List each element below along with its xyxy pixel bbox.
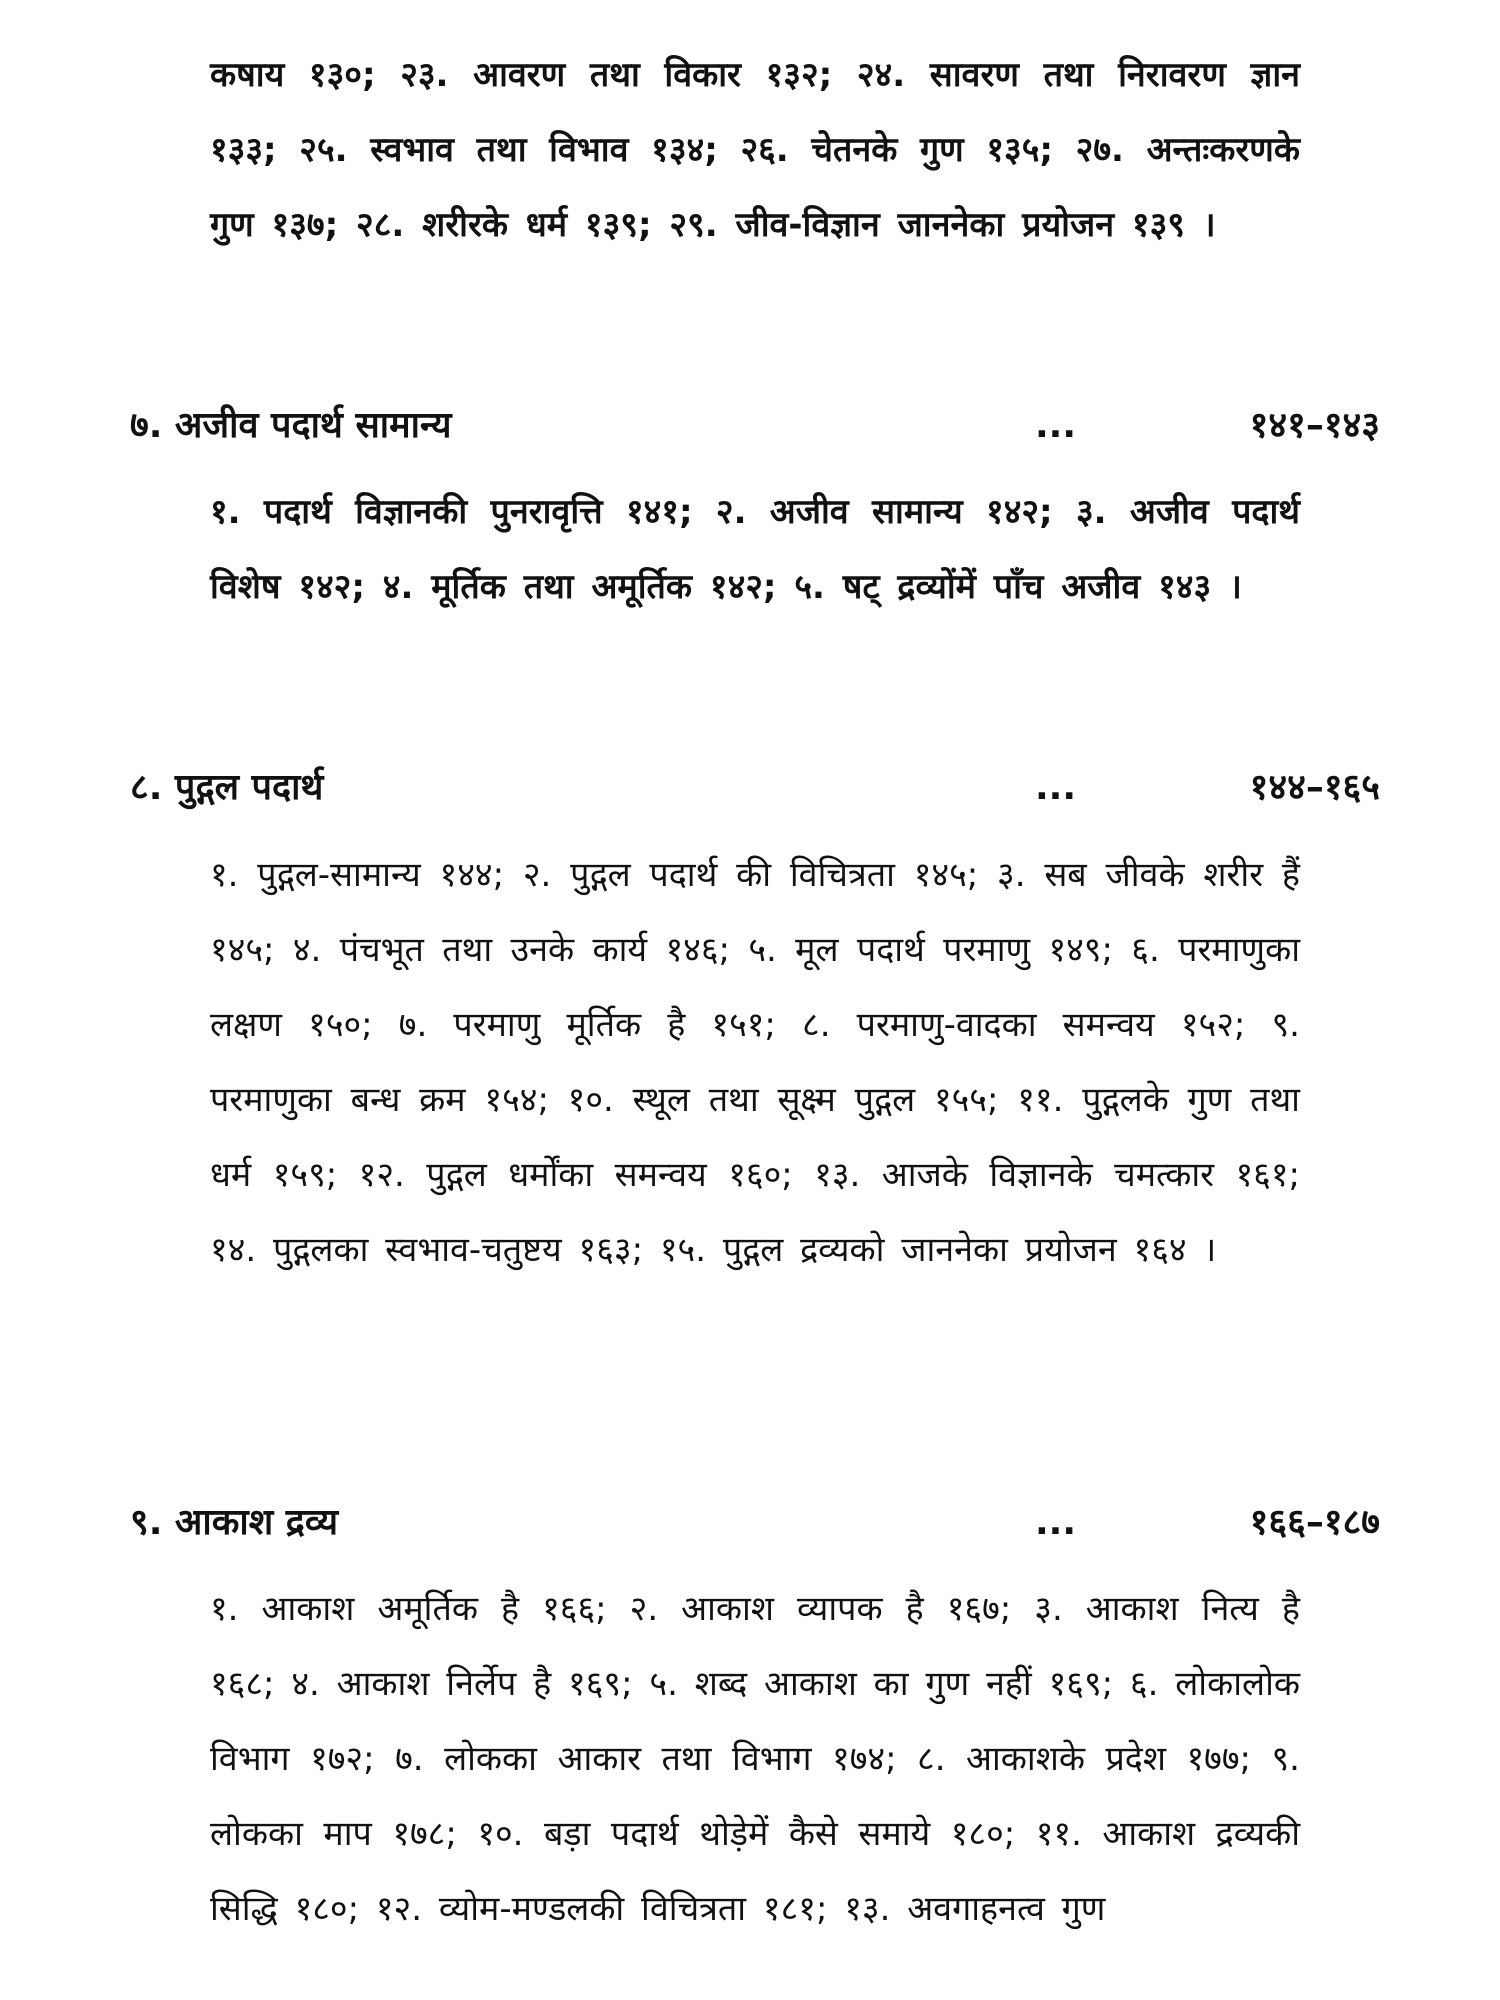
section-title-9: ९. आकाश द्रव्य bbox=[130, 1502, 339, 1543]
intro-paragraph: कषाय १३०; २३. आवरण तथा विकार १३२; २४. सावरण तथा निरावरण ज्ञान १३३; २५. स्वभाव तथा विभाव १३४; २६. चेतनके गुण १३५; २७. अन्तःकरणके गुण १३७; २८. शरीरके धर्म १३९; २९. जीव-विज्ञान जाननेका प्रयोजन १३९ । bbox=[210, 55, 1300, 245]
section-dots-7: ... bbox=[1035, 405, 1077, 446]
section-body-8: १. पुद्गल-सामान्य १४४; २. पुद्गल पदार्थ की विचित्रता १४५; ३. सब जीवके शरीर हैं १४५; ४. पंचभूत तथा उनके कार्य १४६; ५. मूल पदार्थ परमाणु १४९; ६. परमाणुका लक्षण १५०; ७. परमाणु मूर्तिक है १५१; ८. परमाणु-वादका समन्वय १५२; ९. परमाणुका बन्ध क्रम १५४; १०. स्थूल तथा सूक्ष्म पुद्गल १५५; ११. पुद्गलके गुण तथा धर्म १५९; १२. पुद्गल धर्मोंका समन्वय १६०; १३. आजके विज्ञानके चमत्कार १६१; १४. पुद्गलका स्वभाव-चतुष्टय १६३; १५. पुद्गल द्रव्यको जाननेका प्रयोजन १६४ । bbox=[210, 855, 1300, 1270]
section-heading-7 bbox=[130, 396, 1380, 456]
section-pages-9: १६६–१८७ bbox=[1249, 1502, 1380, 1543]
section-body-9: १. आकाश अमूर्तिक है १६६; २. आकाश व्यापक है १६७; ३. आकाश नित्य है १६८; ४. आकाश निर्लेप है १६९; ५. शब्द आकाश का गुण नहीं १६९; ६. लोकालोक विभाग १७२; ७. लोकका आकार तथा विभाग १७४; ८. आकाशके प्रदेश १७७; ९. लोकका माप १७८; १०. बड़ा पदार्थ थोड़ेमें कैसे समाये १८०; ११. आकाश द्रव्यकी सिद्धि १८०; १२. व्योम-मण्डलकी विचित्रता १८१; १३. अवगाहनत्व गुण bbox=[210, 1589, 1300, 1929]
section-dots-8: ... bbox=[1035, 767, 1077, 808]
section-title-7: ७. अजीव पदार्थ सामान्य bbox=[130, 405, 452, 446]
section-heading-9 bbox=[130, 1493, 1380, 1553]
section-heading-8 bbox=[130, 758, 1380, 818]
section-body-7: १. पदार्थ विज्ञानकी पुनरावृत्ति १४१; २. अजीव सामान्य १४२; ३. अजीव पदार्थ विशेष १४२; ४. मूर्तिक तथा अमूर्तिक १४२; ५. षट् द्रव्योंमें पाँच अजीव १४३ । bbox=[210, 492, 1300, 607]
section-pages-7: १४१–१४३ bbox=[1249, 405, 1380, 446]
section-pages-8: १४४–१६५ bbox=[1249, 767, 1380, 808]
section-dots-9: ... bbox=[1035, 1502, 1077, 1543]
section-title-8: ८. पुद्गल पदार्थ bbox=[130, 767, 324, 808]
